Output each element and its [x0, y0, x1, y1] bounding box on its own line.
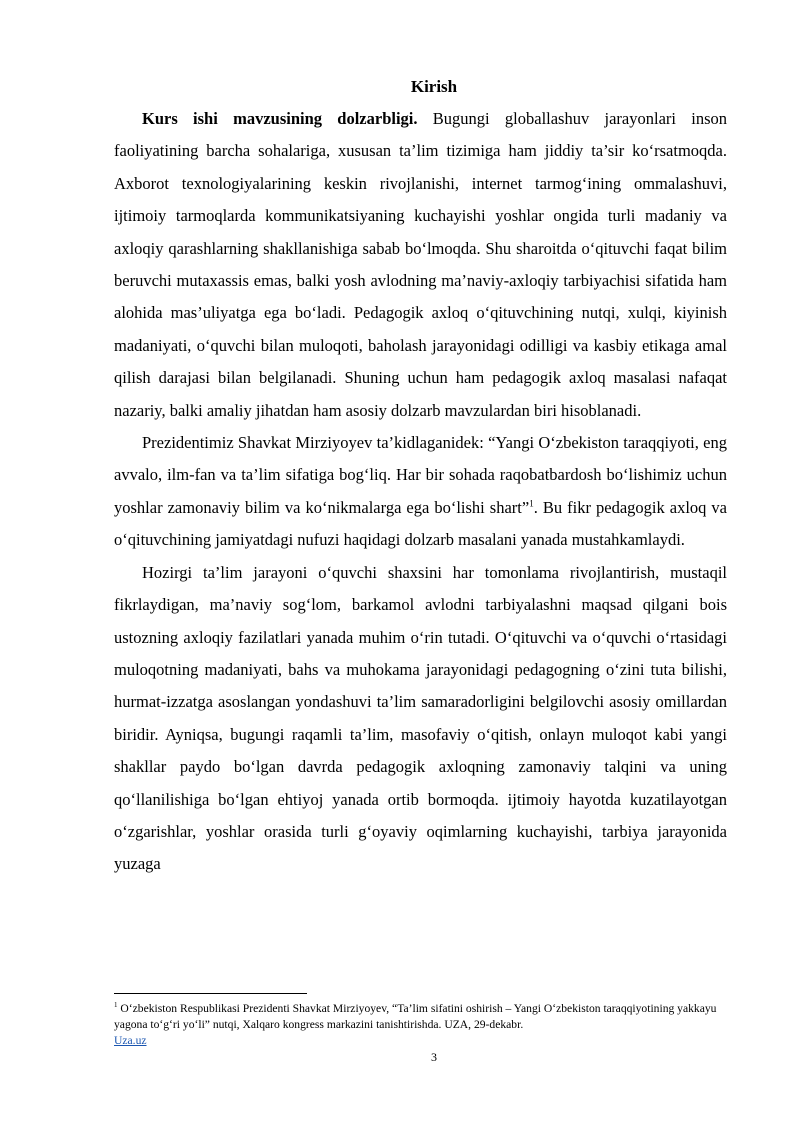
- footnote-reference[interactable]: 1: [529, 498, 534, 509]
- section-heading: Kirish: [410, 77, 458, 96]
- paragraph-lead: Kurs ishi mavzusining dolzarbligi.: [142, 109, 418, 128]
- footnote-link[interactable]: Uza.uz: [114, 1034, 147, 1047]
- footnote-marker: 1: [114, 1001, 118, 1010]
- paragraph-modern-education: [114, 557, 727, 881]
- paragraph-text: Hozirgi ta’lim jarayoni o‘quvchi shaxsini har tomonlama rivojlantirish, mustaqil fikrlaydigan, ma’naviy sog‘lom, barkamol avlodni tarbiyalashni maqsad qilgani bois ustozning axloqiy fazilatlari yanada muhim o‘rin tutadi. O‘qituvchi va o‘quvchi o‘rtasidagi muloqotning madaniyati, bahs va muhokama jarayonidagi pedagogning o‘zini tuta bilishi, hurmat-izzatga asoslangan yondashuvi ta’lim samaradorligini belgilovchi asosiy omillardan biridir. Ayniqsa, bugungi raqamli ta’lim, masofaviy o‘qitish, onlayn muloqot kabi yangi shakllar paydo bo‘lgan davrda pedagogik axloqning zamonaviy talqini va uning qo‘llanilishiga bo‘lgan ehtiyoj yanada ortib bormoqda. ijtimoiy hayotda kuzatilayotgan o‘zgarishlar, yoshlar orasida turli g‘oyaviy oqimlarning kuchayishi, tarbiya jarayonida yuzaga: [114, 562, 727, 874]
- paragraph-text: Bugungi globallashuv jarayonlari inson faoliyatining barcha sohalariga, xususan ta’lim tizimiga ham jiddiy ta’sir ko‘rsatmoqda. Axborot texnologiyalarining keskin rivojlanishi, internet tarmog‘ining ommalashuvi, ijtimoiy tarmoqlarda kommunikatsiyaning kuchayishi yoshlar ongida turli madaniy va axloqiy qarashlarning shakllanishiga sabab bo‘lmoqda. Shu sharoitda o‘qituvchi faqat bilim beruvchi mutaxassis emas, balki yosh avlodning ma’naviy-axloqiy tarbiyachisi sifatida ham alohida mas’uliyatga ega bo‘ladi. Pedagogik axloq o‘qituvchining nutqi, xulqi, kiyinish madaniyati, o‘quvchi bilan muloqoti, baholash jarayonidagi odilligi va kasbiy etikaga amal qilish darajasi bilan belgilanadi. Shuning uchun ham pedagogik axloq masalasi nafaqat nazariy, balki amaliy jihatdan ham asosiy dolzarb mavzulardan biri hisoblanadi.: [114, 109, 728, 420]
- footnote-text: O‘zbekiston Respublikasi Prezidenti Shavkat Mirziyoyev, “Ta’lim sifatini oshirish – Yangi O‘zbekiston taraqqiyotining yakkayu yagona to‘g‘ri yo‘li” nutqi, Xalqaro kongress markazini tanishtirishda. UZA, 29-dekabr.: [114, 1002, 717, 1031]
- body-text: [114, 103, 727, 881]
- paragraph-text-after: . Bu fikr pedagogik axloq va o‘qituvchining jamiyatdagi nufuzi haqidagi dolzarb masalani yanada mustahkamlaydi.: [114, 497, 728, 550]
- paragraph-relevance: [114, 103, 727, 427]
- page-number: 3: [431, 1050, 437, 1064]
- paragraph-text: Prezidentimiz Shavkat Mirziyoyev ta’kidlaganidek: “Yangi O‘zbekiston taraqqiyoti, eng avvalo, ilm-fan va ta’lim sifatiga bog‘liq. Har bir sohada raqobatbardosh bo‘lishimiz uchun yoshlar zamonaviy bilim va ko‘nikmalarga ega bo‘lishi shart”: [114, 433, 727, 517]
- footnote-divider: [114, 993, 307, 994]
- paragraph-president-quote: [114, 427, 727, 557]
- footnote: [114, 1001, 727, 1049]
